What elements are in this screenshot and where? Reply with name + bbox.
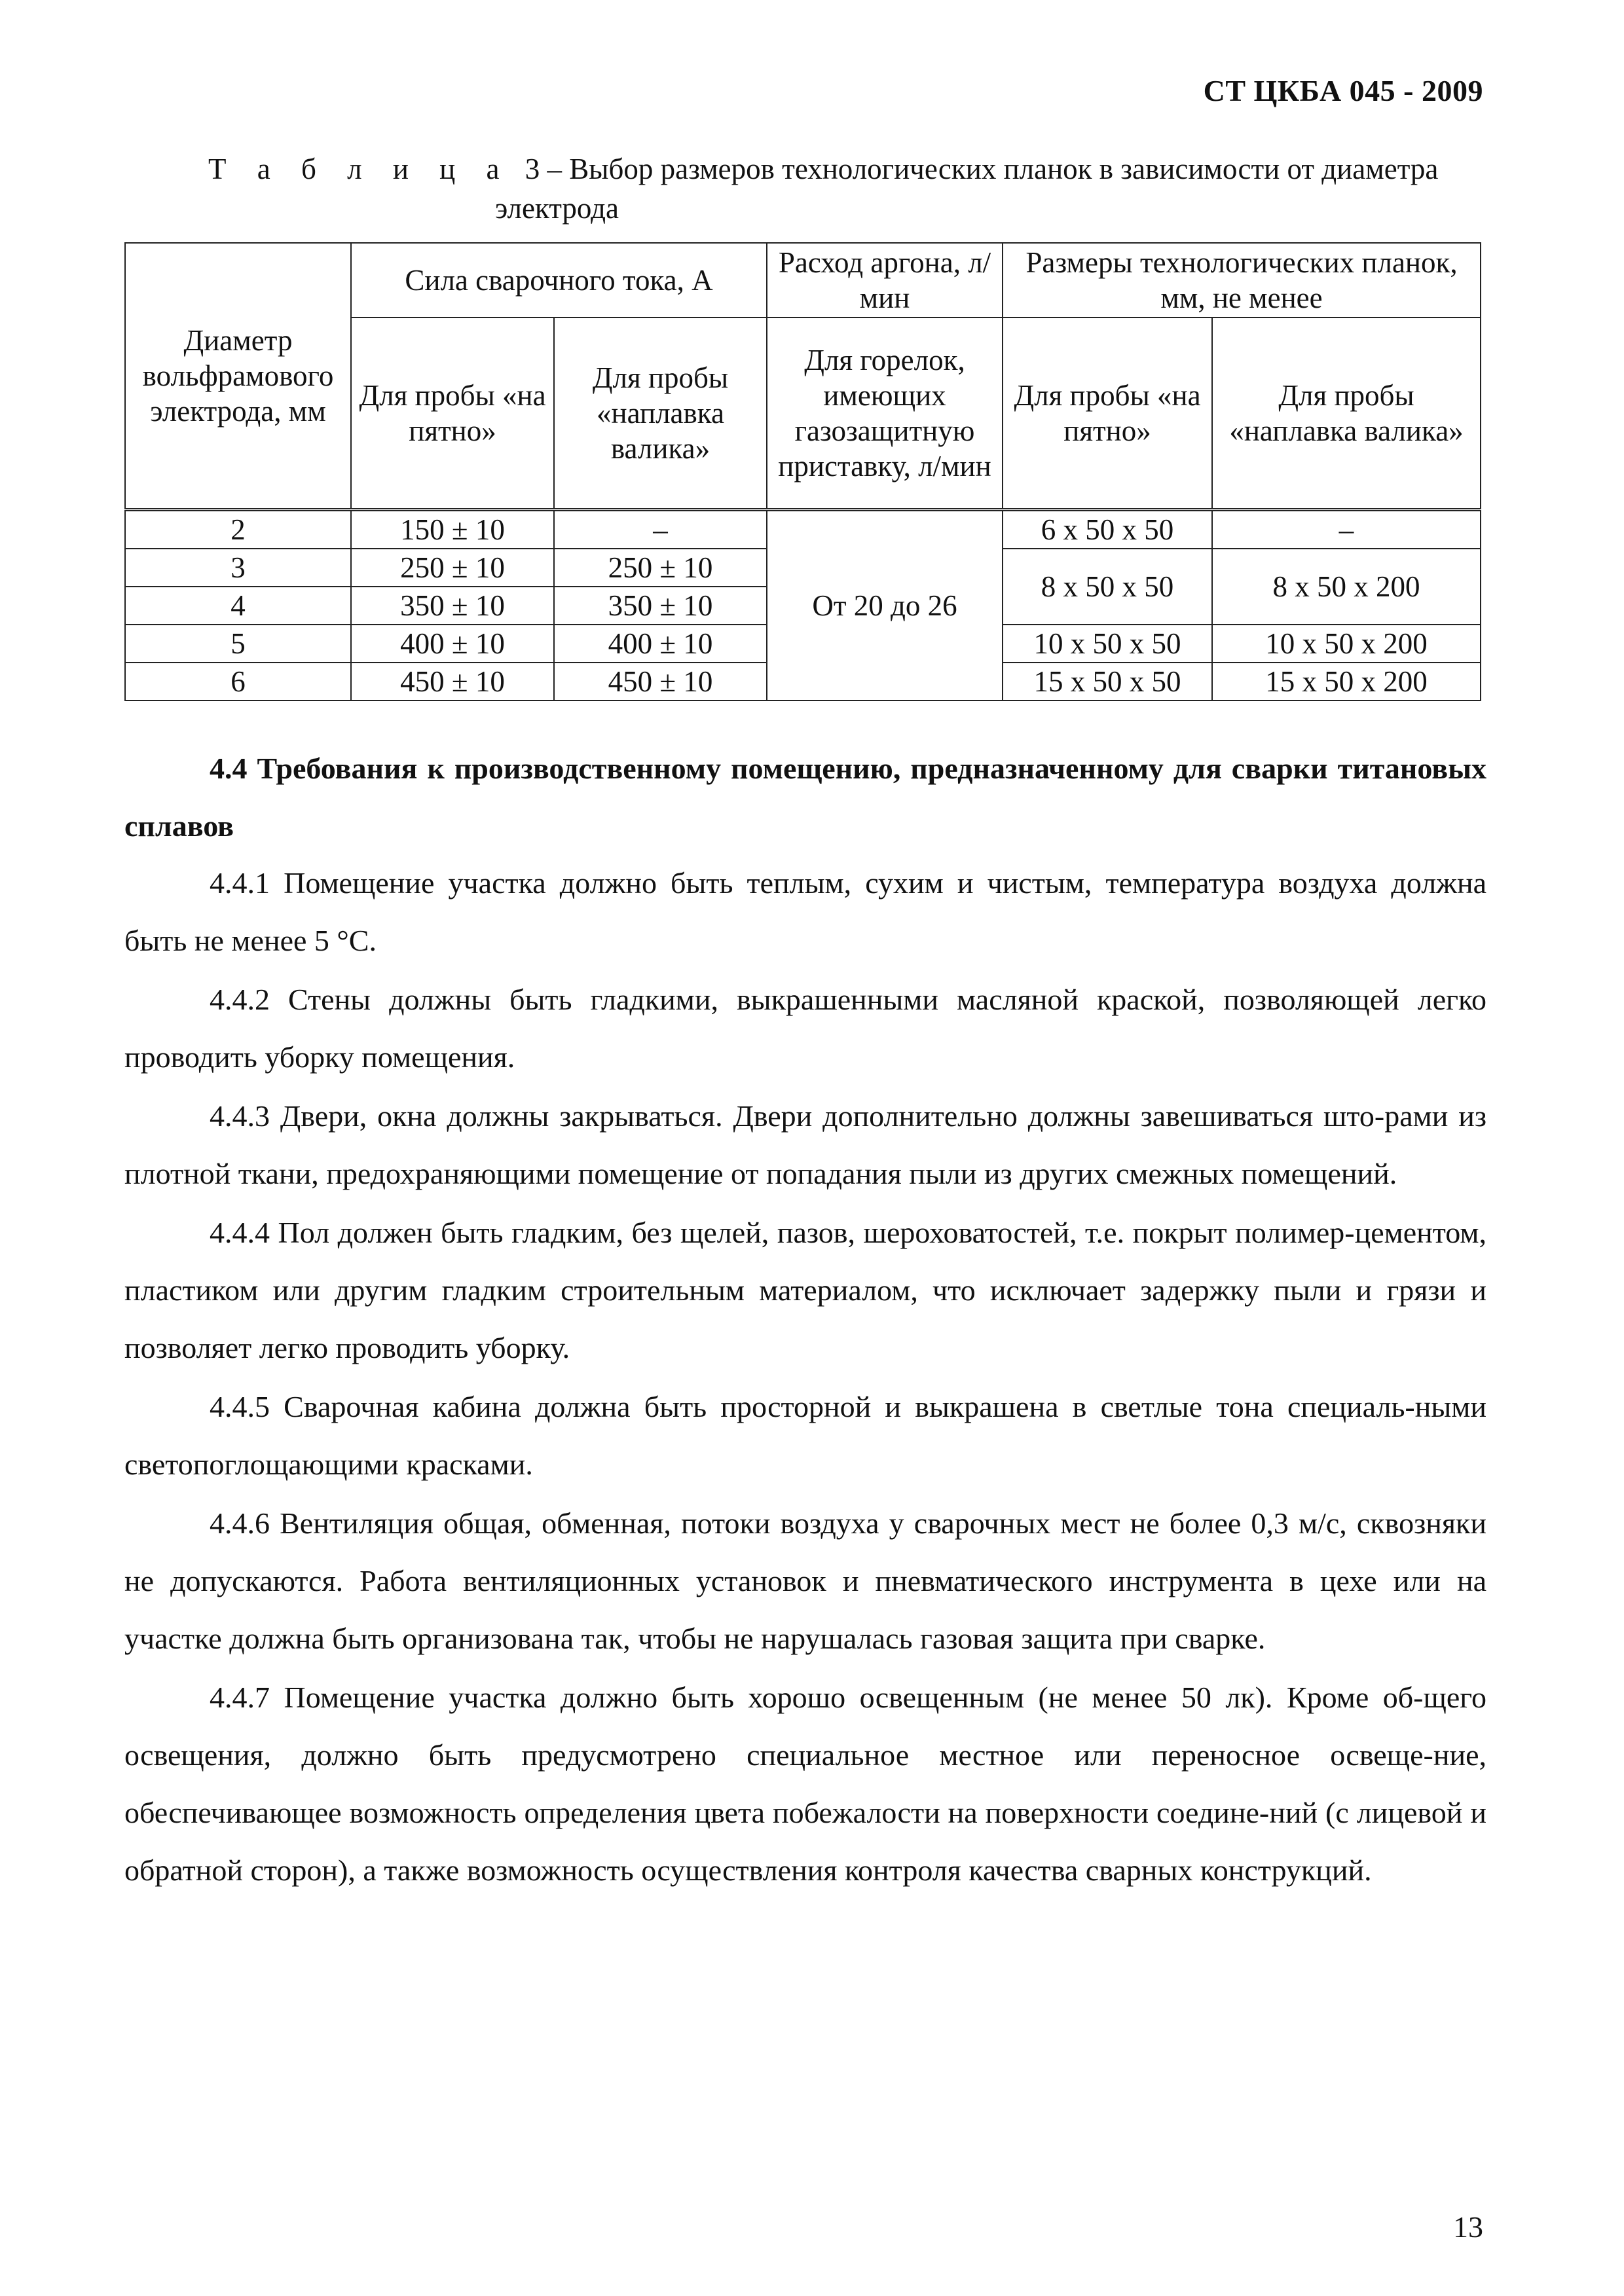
header-sizes-bead: Для пробы «наплавка валика» xyxy=(1212,318,1481,510)
document-code: СТ ЦКБА 045 - 2009 xyxy=(1203,74,1483,107)
paragraph-4-4-2: 4.4.2 Стены должны быть гладкими, выкрашенными масляной краской, позволяющей легко проводить уборку помещения. xyxy=(124,983,1486,1074)
cell-current-bead: – xyxy=(554,510,767,549)
section-heading: 4.4 Требования к производственному помещению, предназначенному для сварки титановых сплавов xyxy=(124,752,1486,843)
cell-diameter: 4 xyxy=(125,587,351,625)
paragraph-4-4-1: 4.4.1 Помещение участка должно быть теплым, сухим и чистым, температура воздуха должна быть не менее 5 °С. xyxy=(124,866,1486,957)
section-body xyxy=(124,854,1486,1899)
page-number: 13 xyxy=(1453,2210,1483,2244)
paragraph-4-4-3: 4.4.3 Двери, окна должны закрываться. Двери дополнительно должны завешиваться што-рами из плотной ткани, предохраняющими помещение от попадания пыли из других смежных помещений. xyxy=(124,1099,1486,1190)
cell-diameter: 5 xyxy=(125,625,351,663)
cell-diameter: 2 xyxy=(125,510,351,549)
paragraph-4-4-5: 4.4.5 Сварочная кабина должна быть просторной и выкрашена в светлые тона специаль-ными светопоглощающими красками. xyxy=(124,1390,1486,1481)
table-row xyxy=(125,510,1481,549)
cell-current-bead: 350 ± 10 xyxy=(554,587,767,625)
cell-current-spot: 150 ± 10 xyxy=(351,510,554,549)
cell-sizes-bead: 8 х 50 х 200 xyxy=(1212,549,1481,625)
table-caption xyxy=(208,149,1492,228)
cell-current-spot: 250 ± 10 xyxy=(351,549,554,587)
table-caption-text: – Выбор размеров технологических планок в зависимости от диаметра xyxy=(547,153,1439,185)
table-caption-text-line2: электрода xyxy=(495,192,619,225)
header-current-spot: Для пробы «на пятно» xyxy=(351,318,554,510)
header-current-bead: Для пробы «наплавка валика» xyxy=(554,318,767,510)
header-current: Сила сварочного тока, А xyxy=(351,243,767,318)
plank-sizes-table xyxy=(124,242,1481,701)
header-sizes-spot: Для пробы «на пятно» xyxy=(1003,318,1212,510)
cell-current-spot: 350 ± 10 xyxy=(351,587,554,625)
header-plank-sizes: Размеры технологических планок, мм, не менее xyxy=(1003,243,1481,318)
table-caption-number: 3 xyxy=(525,153,540,185)
cell-sizes-bead: 15 х 50 х 200 xyxy=(1212,663,1481,701)
cell-current-spot: 450 ± 10 xyxy=(351,663,554,701)
paragraph-4-4-4: 4.4.4 Пол должен быть гладким, без щелей, пазов, шероховатостей, т.е. покрыт полимер-цементом, пластиком или другим гладким строительным материалом, что исключает задержку пыли и грязи и позволяет легко проводить уборку. xyxy=(124,1216,1486,1364)
cell-current-spot: 400 ± 10 xyxy=(351,625,554,663)
paragraph-4-4-6: 4.4.6 Вентиляция общая, обменная, потоки воздуха у сварочных мест не более 0,3 м/с, сквозняки не допускаются. Работа вентиляционных установок и пневматического инструмента в цехе или на участке должна быть организована так, чтобы не нарушалась газовая защита при сварке. xyxy=(124,1506,1486,1655)
cell-current-bead: 400 ± 10 xyxy=(554,625,767,663)
cell-sizes-bead: – xyxy=(1212,510,1481,549)
cell-sizes-spot: 15 х 50 х 50 xyxy=(1003,663,1212,701)
paragraph-4-4-7: 4.4.7 Помещение участка должно быть хорошо освещенным (не менее 50 лк). Кроме об-щего освещения, должно быть предусмотрено специальное местное или переносное освеще-ние, обеспечивающее возможность определения цвета побежалости на поверхности соедине-ний (с лицевой и обратной сторон), а также возможность осуществления контроля качества сварных конструкций. xyxy=(124,1681,1486,1887)
header-diameter: Диаметр вольфрамового электрода, мм xyxy=(125,243,351,510)
cell-diameter: 6 xyxy=(125,663,351,701)
cell-sizes-spot: 6 х 50 х 50 xyxy=(1003,510,1212,549)
cell-sizes-spot: 8 х 50 х 50 xyxy=(1003,549,1212,625)
table-caption-label: Т а б л и ц а xyxy=(208,153,511,185)
header-argon: Расход аргона, л/мин xyxy=(767,243,1003,318)
cell-argon-flow: От 20 до 26 xyxy=(767,510,1003,701)
cell-current-bead: 250 ± 10 xyxy=(554,549,767,587)
cell-current-bead: 450 ± 10 xyxy=(554,663,767,701)
cell-sizes-spot: 10 х 50 х 50 xyxy=(1003,625,1212,663)
cell-diameter: 3 xyxy=(125,549,351,587)
header-argon-torch: Для горелок, имеющих газозащитную приставку, л/мин xyxy=(767,318,1003,510)
cell-sizes-bead: 10 х 50 х 200 xyxy=(1212,625,1481,663)
